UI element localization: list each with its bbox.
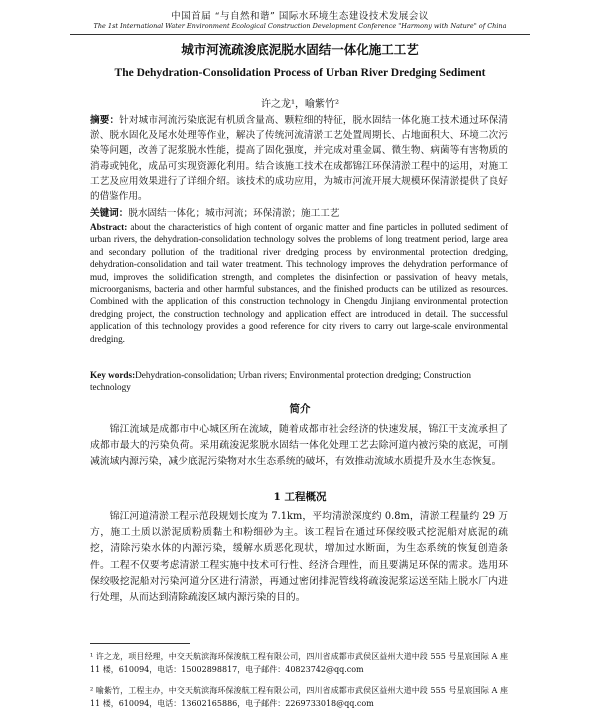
paper-title-en: The Dehydration-Consolidation Process of Urban River Dredging Sediment: [114, 67, 486, 79]
section-text-intro: 锦江流域是成都市中心城区所在流域，随着成都市社会经济的快速发展，锦江干支流承担了成都市最大的污染负荷。采用疏浚泥浆脱水固结一体化处理工艺去除河道内被污染的底泥，可削减流域内源污染，减少底泥污染物对水生态系统的破坏，有效推动流域水质提升及水生态恢复。: [90, 424, 508, 468]
section-title-intro: 简介: [289, 403, 311, 415]
keywords-cn-label: 关键词：: [90, 208, 129, 219]
abstract-en-label: Abstract:: [90, 222, 128, 232]
section-title-project-overview: 1 工程概况: [273, 491, 327, 503]
footnote-2: ² 喻紫竹，工程主办，中交天航滨海环保浚航工程有限公司，四川省成都市武侯区益州大道中段 555 号星宸国际 A 座 11 楼，610094，电话：13602165886，电子邮件：2269733018@qq.com: [90, 686, 508, 708]
paper-title-cn: 城市河流疏浚底泥脱水固结一体化施工工艺: [181, 42, 419, 57]
header-divider: [70, 34, 530, 35]
abstract-en: [90, 221, 508, 345]
section-text-project-overview: 锦江河道清淤工程示范段规划长度为 7.1km，平均清淤深度约 0.8m，清淤工程量约 29 万方，施工土质以淤泥质粉质黏土和粉细砂为主。该工程旨在通过环保绞吸式挖泥船对底泥的疏挖，清除污染水体的内源污染，缓解水质恶化现状，增加过水断面，为生态系统的恢复创造条件。工程不仅要考虑清淤工程实施中技术可行性、经济合理性，而且要满足环保的需求。选用环保绞吸挖泥船对污染河道分区进行清淤，再通过密闭排泥管线将疏浚泥浆运送至陆上脱水厂内进行处理，从而达到清除疏浚区域内源污染的目的。: [90, 511, 508, 604]
authors: 许之龙¹，喻紫竹²: [260, 99, 340, 110]
abstract-cn-text: 针对城市河流污染底泥有机质含量高、颗粒细的特征，脱水固结一体化施工技术通过环保清淤、脱水固化及尾水处理等作业，解决了传统河流清淤工艺处置周期长、占地面积大、环境二次污染等问题，改善了泥浆脱水性能，提高了固化强度，并完成对重金属、微生物、病菌等有害物质的消毒或钝化，成品可实现资源化利用。结合该施工技术在成都锦江环保清淤工程中的运用，对施工工艺及应用效果进行了详细介绍。该技术的成功应用，为城市河流开展大规模环保清淤提供了良好的借鉴作用。: [90, 115, 508, 203]
abstract-en-text: about the characteristics of high content of organic matter and fine particles in polluted sediment of urban rivers, the dehydration-consolidation technology solves the problems of long treatment period, large area and secondary pollution of the traditional river dredging process by environmental protection dredging, dehydration-consolidation and tail water treatment. This technology improves the dehydration performance of mud, improves the solidification strength, and completes the disinfection or passivation of heavy metals, microorganisms, bacteria and other harmful substances, and the finished products can be utilized as resources. Combined with the application of this construction technology in Chengdu Jinjiang environmental protection dredging project, the construction technology and application effect are introduced in detail. The successful application of this technology provides a good reference for city rivers to carry out large-scale environmental dredging.: [90, 222, 509, 344]
footnote-1: ¹ 许之龙，项目经理，中交天航滨海环保浚航工程有限公司，四川省成都市武侯区益州大道中段 555 号星宸国际 A 座 11 楼，610094，电话：15002898817，电子邮件：40823742@qq.com: [90, 652, 508, 674]
keywords-en-label: Key words:: [90, 370, 136, 380]
keywords-cn: [90, 205, 508, 219]
conference-header-cn: 中国首届 “与自然和谐” 国际水环境生态建设技术发展会议: [171, 11, 429, 22]
abstract-cn-label: 摘要：: [90, 115, 120, 126]
abstract-cn: [90, 113, 508, 204]
keywords-cn-text: 脱水固结一体化；城市河流；环保清淤；施工工艺: [128, 208, 340, 219]
footnote-divider: [90, 643, 190, 644]
keywords-en-text: Dehydration-consolidation; Urban rivers; Environmental protection dredging; Construction technology: [90, 370, 471, 393]
conference-header-en: The 1st International Water Environment Ecological Construction Development Conference "Harmony with Nature" of China: [93, 22, 507, 30]
keywords-en: [90, 369, 508, 394]
